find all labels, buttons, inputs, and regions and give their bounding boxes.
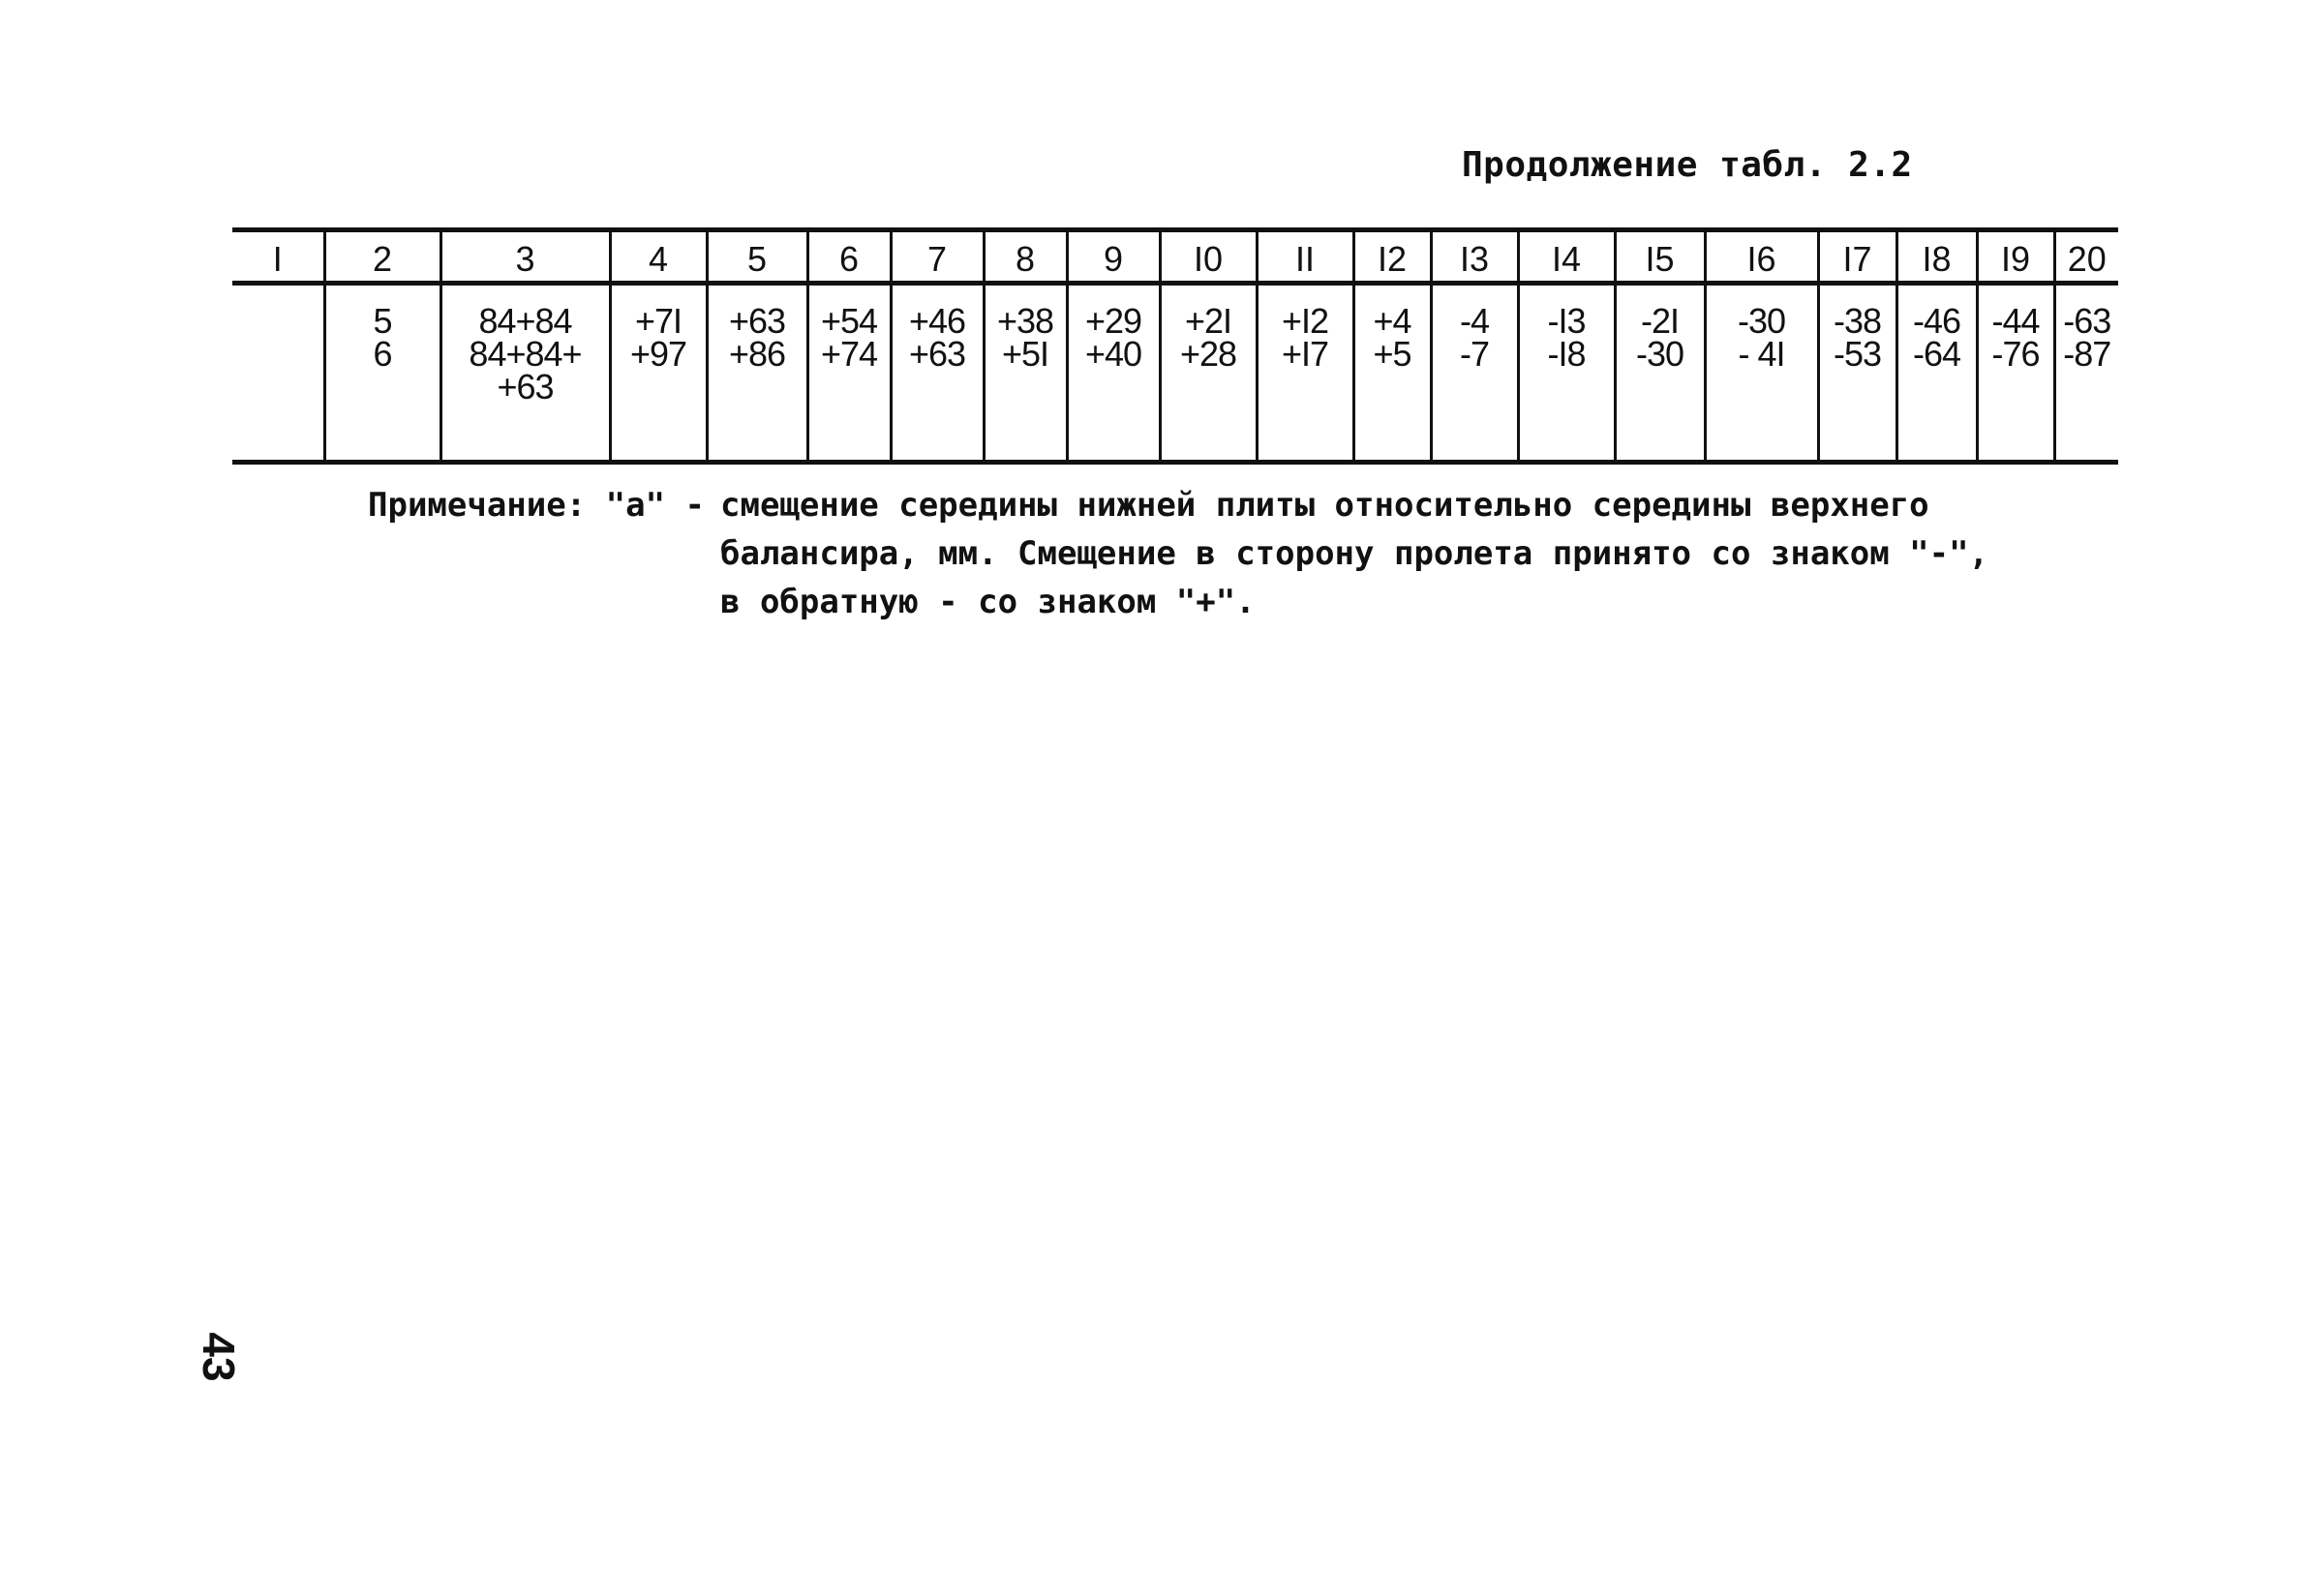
table-header-row [232,230,2118,284]
table-cell: +46 +63 [891,284,984,463]
note-first-line [368,481,1988,529]
column-header: 20 [2054,230,2118,284]
column-header: 2 [324,230,440,284]
column-header: 8 [984,230,1067,284]
table-cell: -44 -76 [1977,284,2054,463]
column-header: 9 [1067,230,1160,284]
data-table-container [232,227,2118,465]
column-header: I2 [1353,230,1431,284]
note-text-line-3: в обратную - со знаком "+". [720,583,1256,621]
column-header: 4 [610,230,707,284]
note-text-line-1: смещение середины нижней плиты относительно середины верхнего [720,486,1929,525]
column-header: I8 [1896,230,1977,284]
table-cell: +63 +86 [707,284,807,463]
table-continuation-title: Продолжение табл. 2.2 [1462,145,1913,185]
column-header: 3 [440,230,610,284]
column-header: 5 [707,230,807,284]
column-header: 7 [891,230,984,284]
table-cell: -38 -53 [1818,284,1896,463]
table-cell: -4 -7 [1431,284,1518,463]
note-text-line-2: балансира, мм. Смещение в сторону пролета принято со знаком "-", [720,534,1989,573]
table-row [232,284,2118,463]
table-note [368,481,1988,626]
table-cell: -2I -30 [1615,284,1705,463]
note-label: Примечание: "а" - [368,486,705,525]
table-cell [232,284,324,463]
column-header: II [1257,230,1353,284]
table-cell: +54 +74 [807,284,891,463]
table-cell: -46 -64 [1896,284,1977,463]
column-header: I7 [1818,230,1896,284]
column-header: I5 [1615,230,1705,284]
column-header: I [232,230,324,284]
data-table [232,227,2118,465]
table-cell: 5 6 [324,284,440,463]
table-cell: +I2 +I7 [1257,284,1353,463]
table-cell: 84+84 84+84+ +63 [440,284,610,463]
column-header: 6 [807,230,891,284]
column-header: I9 [1977,230,2054,284]
table-cell: +7I +97 [610,284,707,463]
table-cell: +29 +40 [1067,284,1160,463]
column-header: I0 [1160,230,1257,284]
column-header: I4 [1518,230,1615,284]
column-header: I3 [1431,230,1518,284]
column-header: I6 [1705,230,1818,284]
table-cell: -30 - 4I [1705,284,1818,463]
page-number: 43 [194,1332,244,1382]
table-cell: +4 +5 [1353,284,1431,463]
table-cell: +2I +28 [1160,284,1257,463]
table-cell: -I3 -I8 [1518,284,1615,463]
table-cell: +38 +5I [984,284,1067,463]
table-cell: -63 -87 [2054,284,2118,463]
